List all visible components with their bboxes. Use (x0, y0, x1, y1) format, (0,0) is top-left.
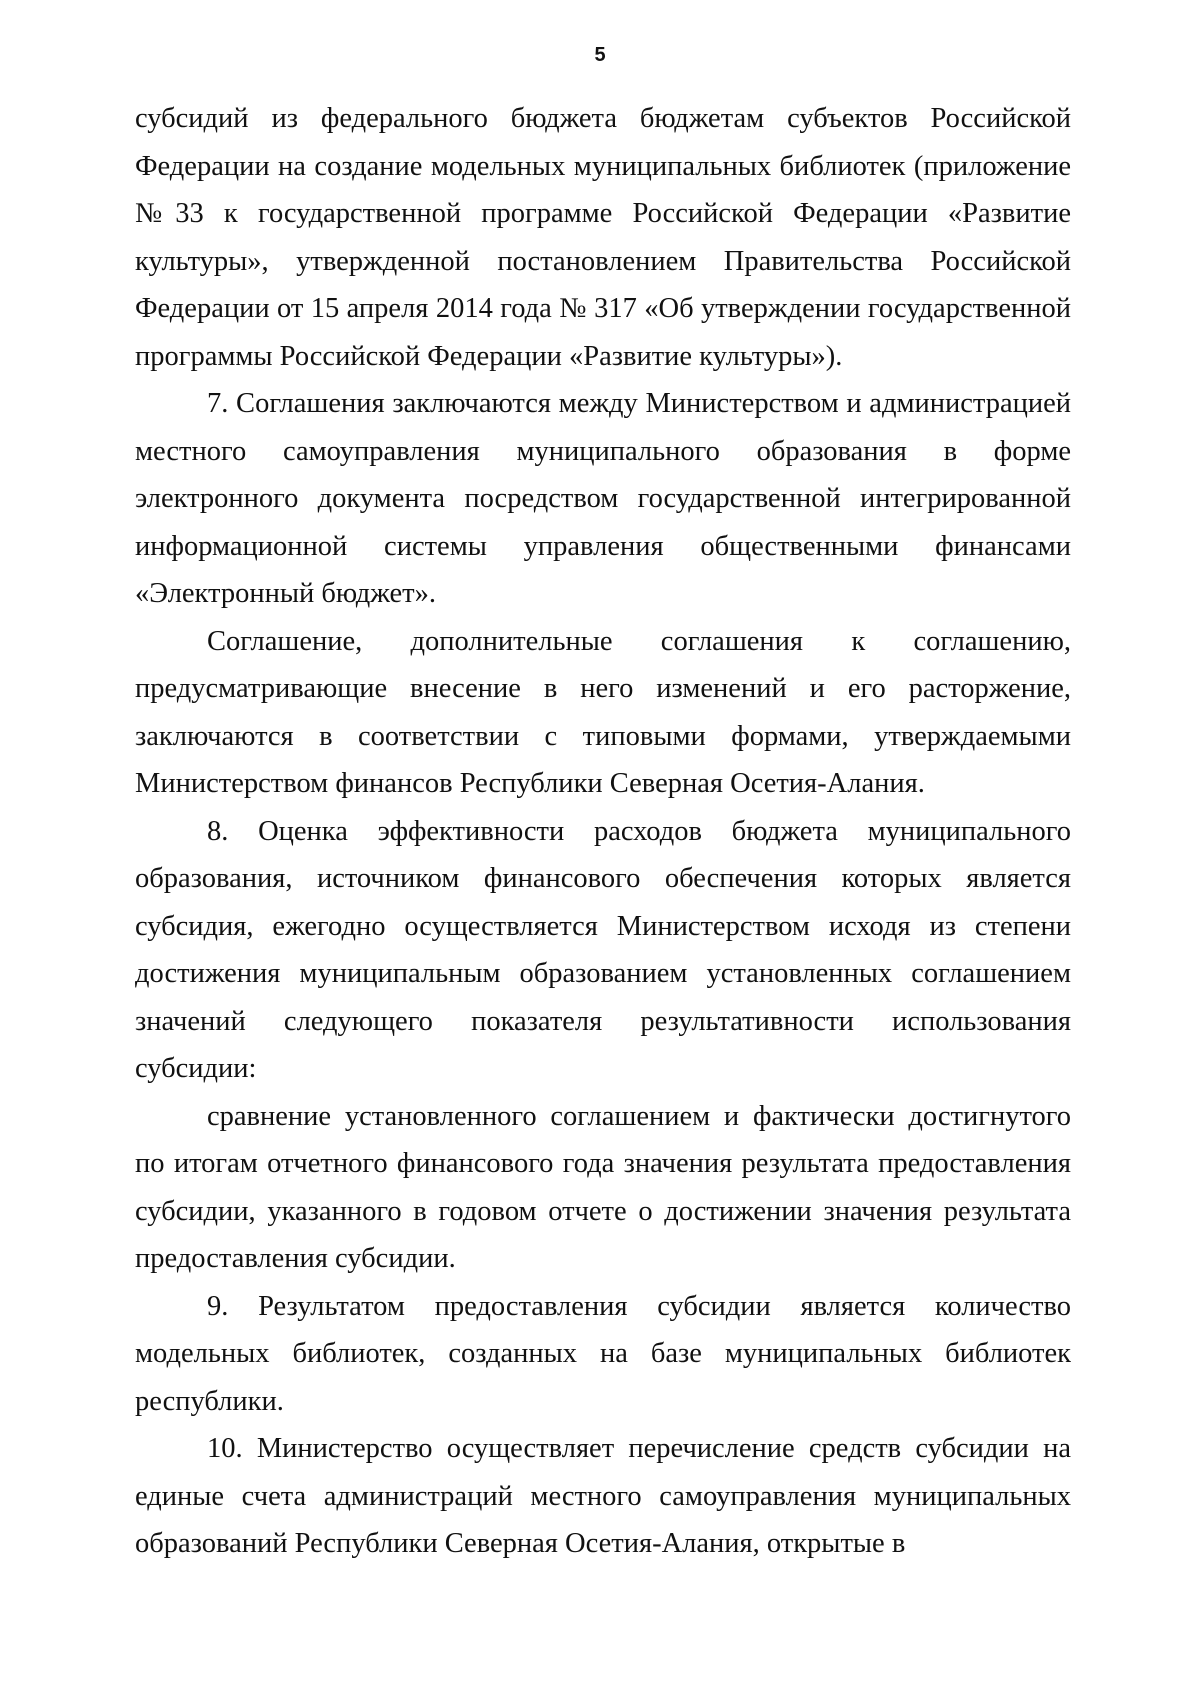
paragraph-10: 10. Министерство осуществляет перечисление средств субсидии на единые счета администраций местного самоуправления муниципальных образований Республики Северная Осетия-Алания, открытые в (135, 1433, 1071, 1559)
paragraph-7: 7. Соглашения заключаются между Министерством и администрацией местного самоуправления муниципального образования в форме электронного документа посредством государственной интегрированной информационной системы управления общественными финансами «Электронный бюджет». (135, 388, 1071, 609)
paragraph-continuation: субсидий из федерального бюджета бюджетам субъектов Российской Федерации на создание модельных муниципальных библиотек (приложение №33 к государственной программе Российской Федерации «Развитие культуры», утвержденной постановлением Правительства Российской Федерации от 15 апреля 2014 года № 317 «Об утверждении государственной программы Российской Федерации «Развитие культуры»). (135, 103, 1071, 372)
page-number: 5 (594, 44, 606, 66)
paragraph-9: 9. Результатом предоставления субсидии является количество модельных библиотек, созданных на базе муниципальных библиотек республики. (135, 1290, 1071, 1417)
paragraph-indicator: сравнение установленного соглашением и фактически достигнутого по итогам отчетного финансового года значения результата предоставления субсидии, указанного в годовом отчете о достижении значения результата предоставления субсидии. (135, 1100, 1071, 1274)
paragraph-8: 8. Оценка эффективности расходов бюджета муниципального образования, источником финансового обеспечения которых является субсидия, ежегодно осуществляется Министерством исходя из степени достижения муниципальным образованием установленных соглашением значений следующего показателя результативности использования субсидии: (135, 815, 1071, 1084)
document-body (135, 95, 1071, 1568)
paragraph-agreement-forms: Соглашение, дополнительные соглашения к соглашению, предусматривающие внесение в него изменений и его расторжение, заключаются в соответствии с типовыми формами, утверждаемыми Министерством финансов Республики Северная Осетия-Алания. (135, 625, 1071, 799)
